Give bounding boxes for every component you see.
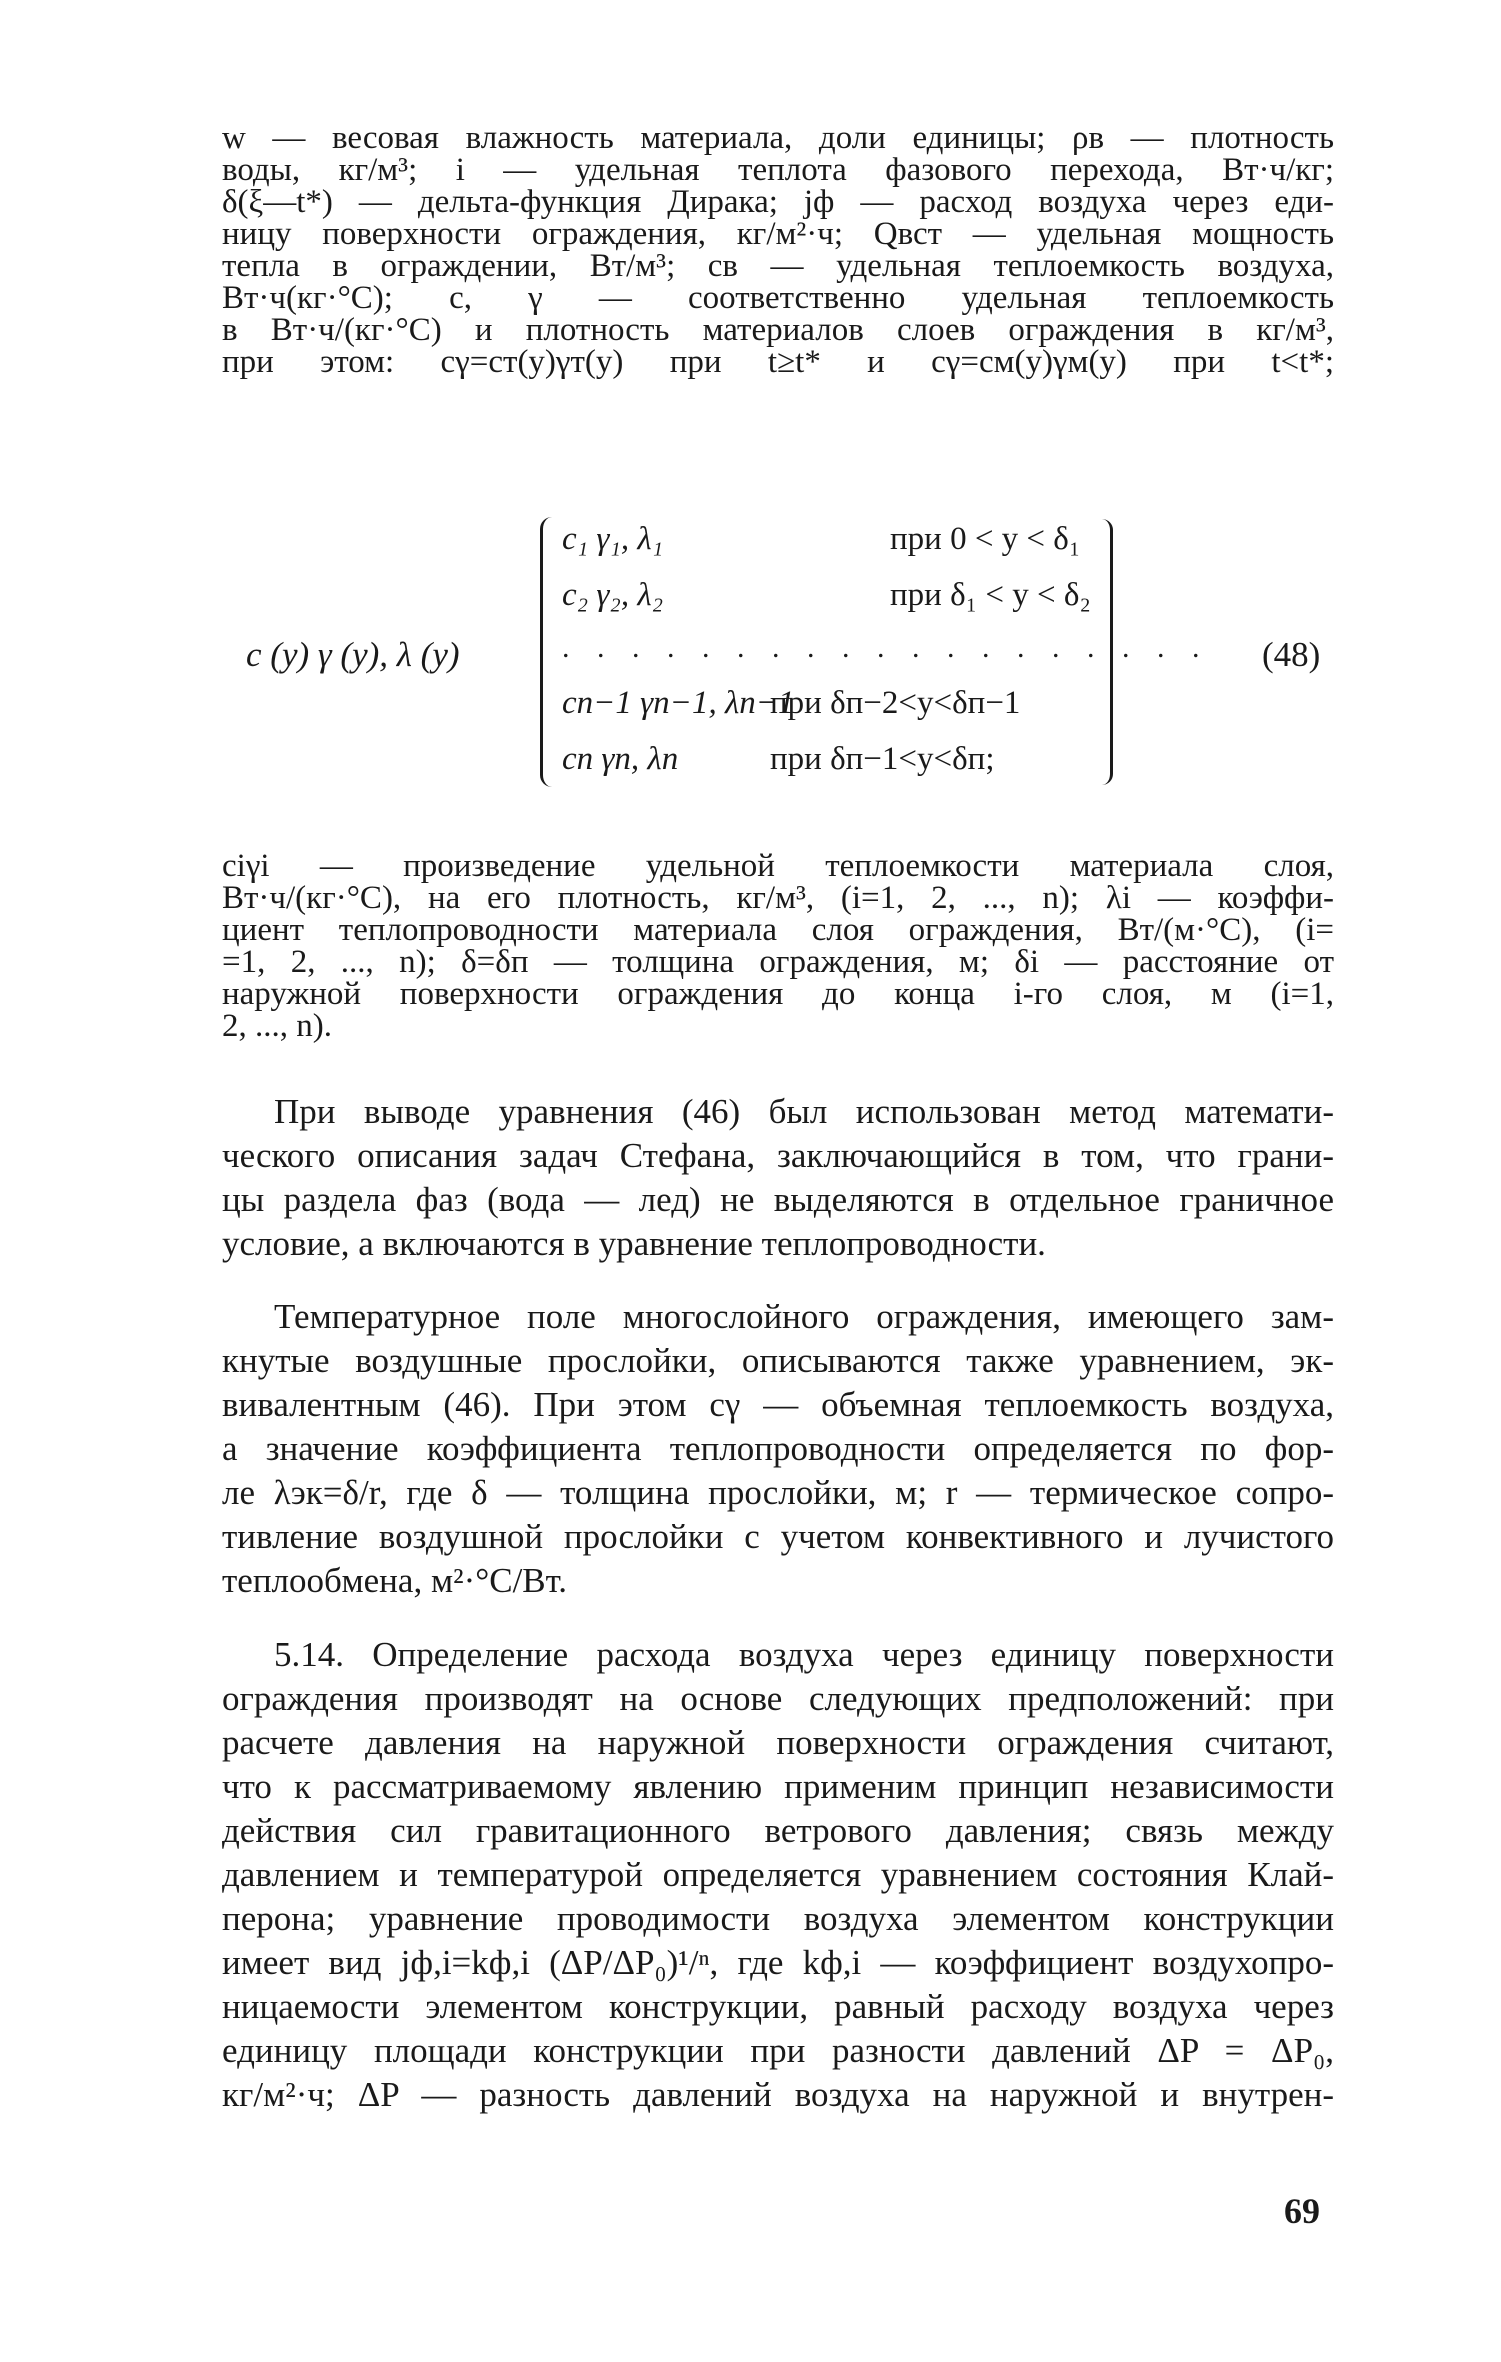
paragraph-line: ницаемости элементом конструкции, равный расходу воздуха через (222, 1987, 1334, 2026)
text-line: w — весовая влажность материала, доли единицы; ρв — плотность (222, 120, 1334, 156)
equation-number: (48) (1262, 635, 1321, 674)
paragraph-line: ограждения производят на основе следующих предположений: при (222, 1679, 1334, 1718)
paragraph-line: ле λэк=δ/r, где δ — толщина прослойки, м; r — термическое сопро- (222, 1473, 1334, 1512)
paragraph-line: вивалентным (46). При этом cγ — объемная теплоемкость воздуха, (222, 1385, 1334, 1424)
text-line: ницу поверхности ограждения, кг/м²·ч; Qвст — удельная мощность (222, 216, 1334, 252)
paragraph-line: кнутые воздушные прослойки, описываются также уравнением, эк- (222, 1341, 1334, 1380)
text-line: Вт·ч/(кг·°С), на его плотность, кг/м³, (i=1, 2, ..., n); λi — коэффи- (222, 880, 1334, 916)
paragraph-line: условие, а включаются в уравнение теплопроводности. (222, 1224, 1046, 1263)
formula-row-condition: при δп−1<y<δп; (770, 741, 995, 777)
formula-lhs: c (y) γ (y), λ (y) (246, 635, 460, 674)
paragraph-line: имеет вид jф,i=kф,i (ΔP/ΔP₀)¹/ⁿ, где kф,i — коэффициент воздухопро- (222, 1943, 1334, 1982)
text-line: =1, 2, ..., n); δ=δп — толщина ограждения, м; δi — расстояние от (222, 944, 1334, 980)
left-brace (540, 517, 553, 787)
text-line: Вт·ч(кг·°С); c, γ — соответственно удельная теплоемкость (222, 280, 1334, 316)
text-line: циент теплопроводности материала слоя ограждения, Вт/(м·°С), (i= (222, 912, 1334, 948)
paragraph-line: единицу площади конструкции при разности давлений ΔP = ΔP₀, (222, 2031, 1334, 2070)
paragraph-line: 5.14. Определение расхода воздуха через единицу поверхности (274, 1635, 1334, 1674)
paragraph-line: тивление воздушной прослойки с учетом конвективного и лучистого (222, 1517, 1334, 1556)
paragraph-line: При выводе уравнения (46) был использован метод математи- (274, 1092, 1334, 1131)
paragraph-line: теплообмена, м²·°С/Вт. (222, 1561, 568, 1600)
paragraph-line: действия сил гравитационного ветрового давления; связь между (222, 1811, 1334, 1850)
formula-row (562, 521, 1080, 558)
formula-row-condition: при δп−2<y<δп−1 (770, 685, 1021, 721)
paragraph-line: перона; уравнение проводимости воздуха элементом конструкции (222, 1899, 1334, 1938)
text-line: в Вт·ч/(кг·°С) и плотность материалов слоев ограждения в кг/м³, (222, 312, 1334, 348)
paragraph-line: кг/м²·ч; ΔP — разность давлений воздуха на наружной и внутрен- (222, 2075, 1334, 2114)
formula-row-terms: cп γп, λп (562, 741, 679, 777)
paragraph-line: ческого описания задач Стефана, заключающийся в том, что грани- (222, 1136, 1334, 1175)
paragraph-line: расчете давления на наружной поверхности ограждения считают, (222, 1723, 1334, 1762)
text-line: 2, ..., n). (222, 1008, 332, 1044)
text-line: при этом: cγ=cт(y)γт(y) при t≥t* и cγ=cм(y)γм(y) при t<t*; (222, 344, 1334, 380)
formula-ellipsis-row: . . . . . . . . . . . . . . . . . . . (562, 631, 1210, 664)
formula-row-condition: при 0 < y < δ₁ (890, 521, 1081, 557)
formula-row-condition: при δ₁ < y < δ₂ (890, 577, 1091, 613)
page-number: 69 (1284, 2191, 1320, 2231)
formula-row-terms: c₂ γ₂, λ₂ (562, 577, 664, 613)
paragraph-line: а значение коэффициента теплопроводности определяется по фор- (222, 1429, 1334, 1468)
paragraph-line: Температурное поле многослойного ограждения, имеющего зам- (274, 1297, 1334, 1336)
formula-row-terms: c₁ γ₁, λ₁ (562, 521, 664, 557)
formula-row (562, 577, 1091, 614)
text-line: δ(ξ—t*) — дельта-функция Дирака; jф — расход воздуха через еди- (222, 184, 1334, 220)
paragraph-line: цы раздела фаз (вода — лед) не выделяются в отдельное граничное (222, 1180, 1334, 1219)
right-bar (1102, 519, 1113, 785)
text-line: воды, кг/м³; i — удельная теплота фазового перехода, Вт·ч/кг; (222, 152, 1334, 188)
text-line: наружной поверхности ограждения до конца i-го слоя, м (i=1, (222, 976, 1334, 1012)
formula-row (562, 685, 1020, 722)
paragraph-line: что к рассматриваемому явлению применим принцип независимости (222, 1767, 1334, 1806)
formula-48 (222, 505, 1334, 805)
text-line: ciγi — произведение удельной теплоемкости материала слоя, (222, 848, 1334, 884)
formula-row-terms: cп−1 γп−1, λп−1 (562, 685, 795, 721)
paragraph-line: давлением и температурой определяется уравнением состояния Клай- (222, 1855, 1334, 1894)
text-line: тепла в ограждении, Вт/м³; cв — удельная теплоемкость воздуха, (222, 248, 1334, 284)
formula-row (562, 741, 995, 778)
